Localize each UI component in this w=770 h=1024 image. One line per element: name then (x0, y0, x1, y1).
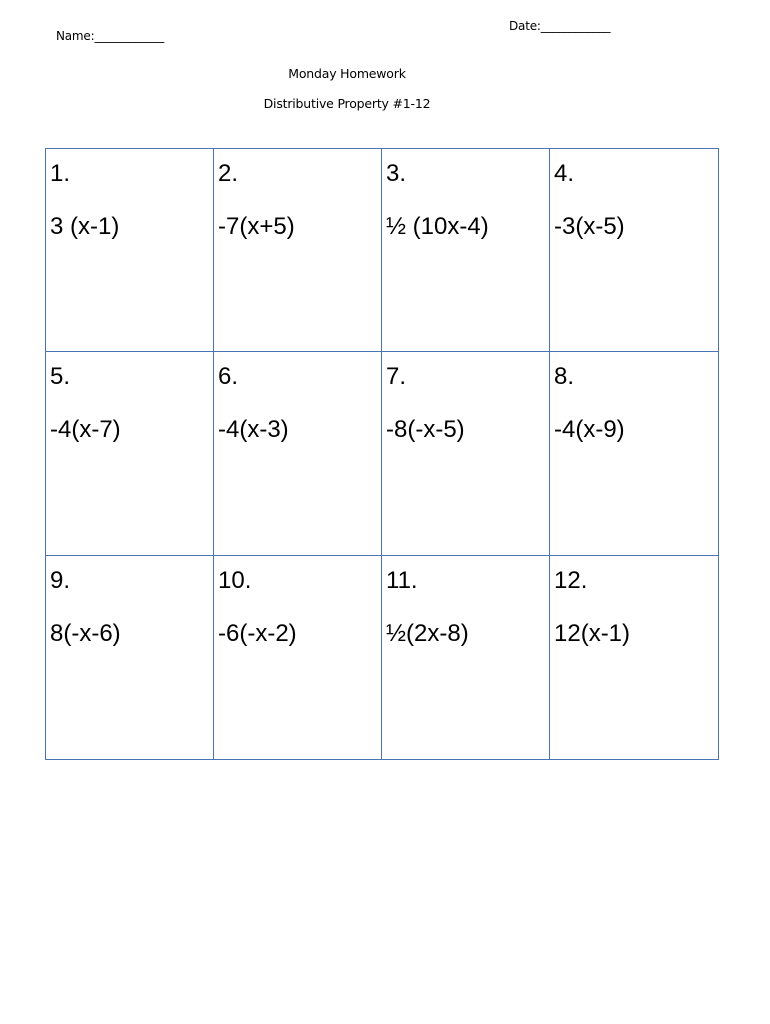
problem-cell-4 (550, 149, 718, 352)
date-field: Date:____________ (509, 19, 611, 33)
problem-expression: -3(x-5) (554, 213, 625, 240)
problem-expression: 12(x-1) (554, 619, 631, 647)
problem-expression: ½ (10x-4) (386, 213, 489, 240)
problem-number: 6. (218, 363, 239, 391)
problem-cell-8 (550, 352, 718, 555)
problem-number: 1. (50, 160, 71, 187)
problem-cell-1 (46, 149, 214, 352)
problem-number: 5. (50, 363, 71, 391)
problem-expression: -4(x-9) (554, 416, 625, 444)
problem-expression: ½(2x-8) (386, 619, 469, 647)
problem-cell-3 (382, 149, 550, 352)
problem-number: 3. (386, 160, 407, 187)
problem-cell-10 (214, 556, 382, 759)
problem-cell-6 (214, 352, 382, 555)
problem-number: 10. (218, 566, 252, 594)
problem-expression: -7(x+5) (218, 213, 295, 240)
problem-cell-2 (214, 149, 382, 352)
problem-cell-5 (46, 352, 214, 555)
problem-number: 12. (554, 566, 588, 594)
problem-number: 7. (386, 363, 407, 391)
problem-cell-12 (550, 556, 718, 759)
problem-cell-11 (382, 556, 550, 759)
problem-expression: 3 (x-1) (50, 213, 120, 240)
problem-expression: -4(x-3) (218, 416, 289, 444)
problem-number: 2. (218, 160, 239, 187)
name-field: Name:____________ (56, 29, 165, 43)
problem-number: 9. (50, 566, 71, 594)
problem-expression: -4(x-7) (50, 416, 121, 444)
worksheet-title: Monday Homework (288, 66, 406, 81)
worksheet-subtitle: Distributive Property #1-12 (263, 96, 431, 111)
problem-cell-9 (46, 556, 214, 759)
problem-expression: -8(-x-5) (386, 416, 465, 444)
problem-expression: 8(-x-6) (50, 619, 121, 647)
problem-expression: -6(-x-2) (218, 619, 297, 647)
problem-grid (45, 148, 719, 760)
problem-cell-7 (382, 352, 550, 555)
problem-number: 8. (554, 363, 575, 391)
problem-number: 11. (386, 566, 418, 594)
problem-number: 4. (554, 160, 575, 187)
